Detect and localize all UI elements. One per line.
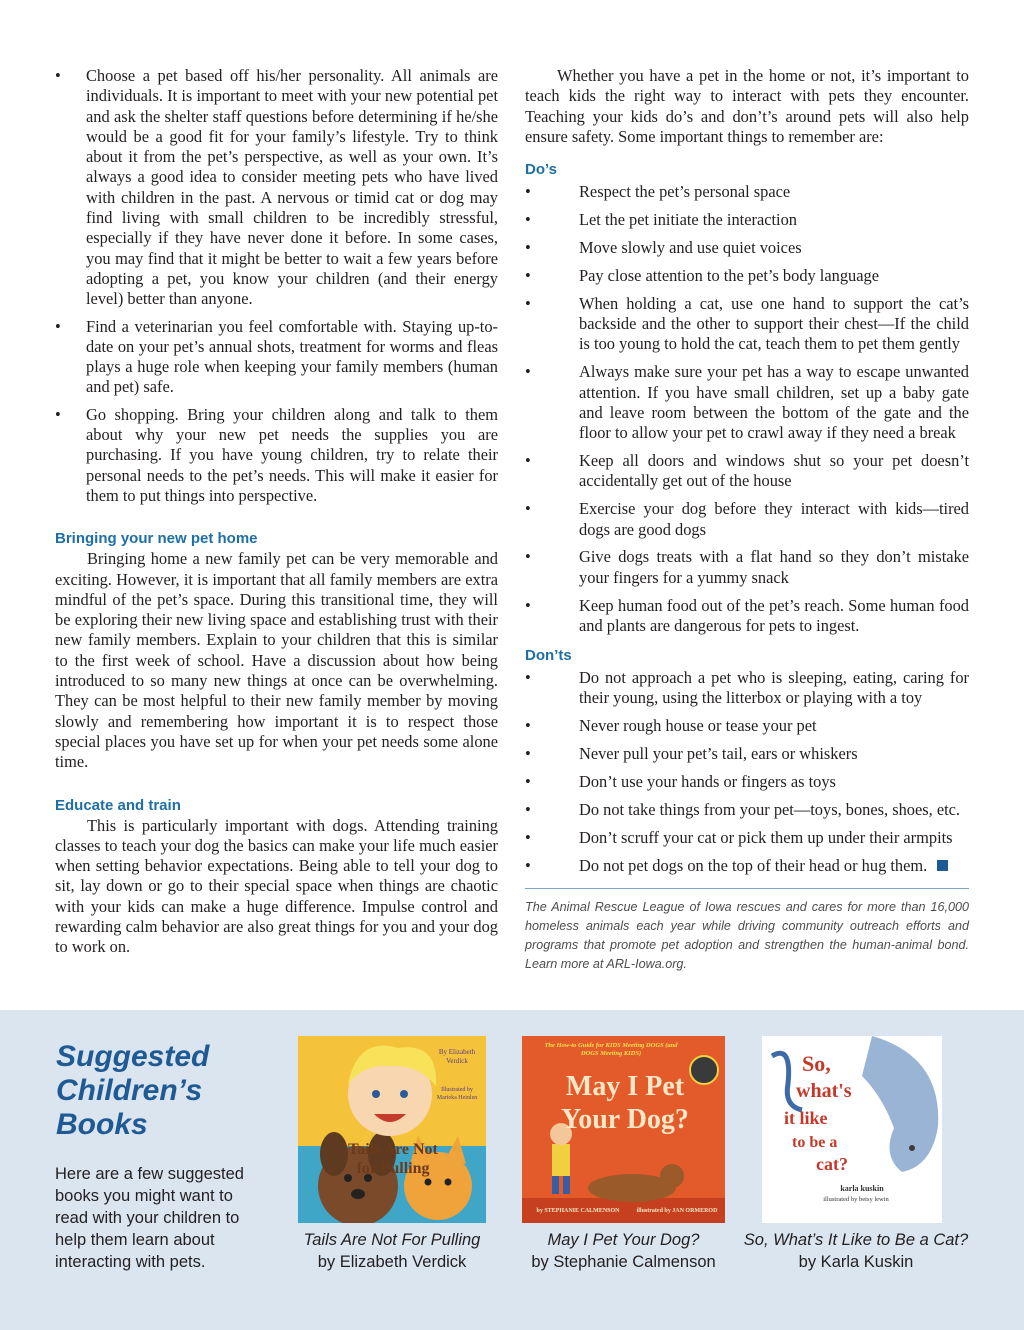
cat-cover-title-3: it like: [784, 1108, 828, 1128]
suggested-books-section: [0, 1010, 1024, 1330]
book-title: So, What’s It Like to Be a Cat?: [743, 1231, 969, 1249]
bullet-icon: •: [525, 451, 531, 471]
list-item: [55, 317, 498, 398]
cat-cover-title-1: So,: [802, 1051, 831, 1076]
cat-cover-title-2: what's: [796, 1080, 852, 1102]
list-item: • Let the pet initiate the interaction: [525, 210, 798, 230]
bullet-icon: •: [525, 265, 531, 285]
books-section-intro: Here are a few suggested books you might want to read with your children to help them learn about interacting with pets.: [55, 1165, 244, 1271]
bullet-icon: •: [55, 404, 61, 424]
adoption-tips-list: [55, 66, 498, 506]
may-i-pet-cover-author: by STEPHANIE CALMENSON: [536, 1208, 620, 1214]
book-cover-may-i-pet: [522, 1036, 725, 1223]
dos-list: [525, 182, 969, 636]
left-column: [55, 66, 498, 958]
may-i-pet-cover-title: May I Pet Your Dog?: [561, 1071, 689, 1135]
cat-cover-title-4: to be a: [792, 1134, 838, 1151]
list-item: • Always make sure your pet has a way to escape unwanted attention. If you have small children, set up a baby gate and leave room between the bottom of the gate and the floor to allow your pet to crawl away if they need a break: [525, 362, 969, 443]
bullet-icon: •: [55, 316, 61, 336]
bringing-home-heading: Bringing your new pet home: [55, 530, 258, 548]
list-item: • Never pull your pet’s tail, ears or whiskers: [525, 744, 858, 764]
book-title: Tails Are Not For Pulling: [303, 1231, 481, 1249]
bullet-icon: •: [525, 827, 531, 847]
bullet-icon: •: [525, 237, 531, 257]
bullet-icon: •: [525, 800, 531, 820]
list-item: • Keep all doors and windows shut so your pet doesn’t accidentally get out of the house: [525, 451, 969, 491]
cat-cover-author: karla kuskin: [840, 1184, 884, 1193]
book-title: May I Pet Your Dog?: [547, 1231, 700, 1249]
books-section-title: Suggested Children’s Books: [56, 1040, 210, 1141]
bullet-icon: •: [525, 362, 531, 382]
educate-train-paragraph: This is particularly important with dogs. Attending training classes to teach your dog the basics can make your life much easier when setting behavior expectations. Being able to tell your dog to sit, lay down or go to their special space when things are chaotic with your kids can make a huge difference. Impulse control and rewarding calm behavior are also great things for you and your dog to work on.: [55, 815, 498, 957]
book-cover-tails: [298, 1036, 486, 1223]
list-item-text: Find a veterinarian you feel comfortable with. Staying up-to-date on your pet’s annual shots, treatment for worms and fleas plays a huge role when keeping your family members (human and pet) safe.: [86, 316, 498, 397]
book-caption-so-whats-it-like: [738, 1229, 974, 1273]
bullet-icon: •: [525, 744, 531, 764]
tails-cover-title: Tails Are Not for Pulling: [348, 1141, 438, 1177]
donts-list: [525, 668, 969, 876]
bringing-home-paragraph: Bringing home a new family pet can be very memorable and exciting. However, it is important that all family members are extra mindful of the pet’s space. During this transitional time, they will be exploring their new living space and establishing trust with their new family members. Explain to your children that this is similar to the first week of school. Have a discussion about how being introduced to so many new things at once can be overwhelming. They can be most helpful to their new family member by moving slowly and remembering how important it is to respect those special places you have set up for when your pet needs some alone time.: [55, 549, 498, 772]
list-item: • Keep human food out of the pet’s reach. Some human food and plants are dangerous for pets to ingest.: [525, 595, 969, 635]
bullet-icon: •: [525, 716, 531, 736]
divider: [525, 888, 969, 889]
list-item: [55, 405, 498, 506]
bullet-icon: •: [525, 772, 531, 792]
list-item: • Don’t use your hands or fingers as toys: [525, 772, 836, 792]
list-item: • Respect the pet’s personal space: [525, 182, 791, 202]
list-item-text: Go shopping. Bring your children along and talk to them about why your new pet needs the supplies you are purchasing. If you have young children, try to relate their personal needs to the pet’s needs. This will make it easier for them to put things into perspective.: [86, 404, 498, 505]
book-author: by Karla Kuskin: [798, 1253, 914, 1271]
educate-train-heading: Educate and train: [55, 796, 181, 814]
list-item: • Move slowly and use quiet voices: [525, 237, 802, 257]
list-item: • Pay close attention to the pet’s body language: [525, 265, 879, 285]
may-i-pet-cover-tagline: The How-to Guide for KIDS Meeting DOGS (and DOGS Meeting KIDS): [544, 1042, 678, 1057]
list-item: • Don’t scruff your cat or pick them up under their armpits: [525, 827, 953, 847]
bullet-icon: •: [55, 66, 61, 85]
end-of-article-icon: [937, 860, 948, 871]
book-caption-may-i-pet: [510, 1229, 737, 1273]
list-item: • Exercise your dog before they interact with kids—tired dogs are good dogs: [525, 499, 969, 539]
list-item: [55, 66, 498, 310]
dos-heading: Do’s: [525, 161, 557, 179]
list-item: • Do not pet dogs on the top of their head or hug them.: [525, 856, 969, 876]
list-item: • Do not approach a pet who is sleeping, eating, caring for their young, using the litterbox or playing with a toy: [525, 668, 969, 708]
book-author: by Elizabeth Verdick: [317, 1253, 467, 1271]
list-item: • Give dogs treats with a flat hand so they don’t mistake your fingers for a yummy snack: [525, 547, 969, 587]
arl-credit: The Animal Rescue League of Iowa rescues and cares for more than 16,000 homeless animals each year while driving community outreach efforts and programs that promote pet adoption and strengthen the human-animal bond. Learn more at ARL-Iowa.org.: [525, 900, 969, 972]
list-item-text: Choose a pet based off his/her personality. All animals are individuals. It is important to meet with your new potential pet and ask the shelter staff questions before determining if he/she would be a good fit for your family’s lifestyle. Try to think about it from the pet’s perspective, as well as your own. It’s always a good idea to consider meeting pets who have lived with children in the past. A nervous or timid cat or dog may find living with small children to be incredibly stressful, especially if they have never done it before. In some cases, you may find that it might be better to wait a few years before adopting a pet, you know your children (and their energy level) better than anyone.: [86, 66, 498, 309]
bullet-icon: •: [525, 595, 531, 615]
bullet-icon: •: [525, 210, 531, 230]
list-item: • Never rough house or tease your pet: [525, 716, 817, 736]
list-item: • Do not take things from your pet—toys, bones, shoes, etc.: [525, 800, 961, 820]
bullet-icon: •: [525, 293, 531, 313]
bullet-icon: •: [525, 547, 531, 567]
bullet-icon: •: [525, 668, 531, 688]
tails-cover-author: By Elizabeth Verdick: [438, 1048, 476, 1065]
donts-heading: Don’ts: [525, 647, 572, 665]
book-cover-so-whats-it-like: [762, 1036, 942, 1223]
may-i-pet-cover-illustrator: illustrated by JAN ORMEROD: [636, 1208, 718, 1214]
cat-cover-title-5: cat?: [816, 1154, 848, 1174]
intro-paragraph: Whether you have a pet in the home or not, it’s important to teach kids the right way to interact with pets they encounter. Teaching your kids do’s and don’t’s around pets will also help ensure safety. Some important things to remember are:: [525, 66, 969, 146]
list-item: • When holding a cat, use one hand to support the cat’s backside and the other to support their chest—If the child is too young to hold the cat, teach them to pet them gently: [525, 293, 969, 354]
book-author: by Stephanie Calmenson: [531, 1253, 716, 1271]
right-column: [525, 66, 969, 974]
bullet-icon: •: [525, 182, 531, 202]
book-caption-tails: [290, 1229, 494, 1273]
bullet-icon: •: [525, 499, 531, 519]
bullet-icon: •: [525, 855, 531, 875]
tails-cover-illustrator: Illustrated by Marieka Heinlen: [436, 1087, 478, 1101]
cat-cover-illustrator: illustrated by betsy lewin: [823, 1196, 889, 1203]
